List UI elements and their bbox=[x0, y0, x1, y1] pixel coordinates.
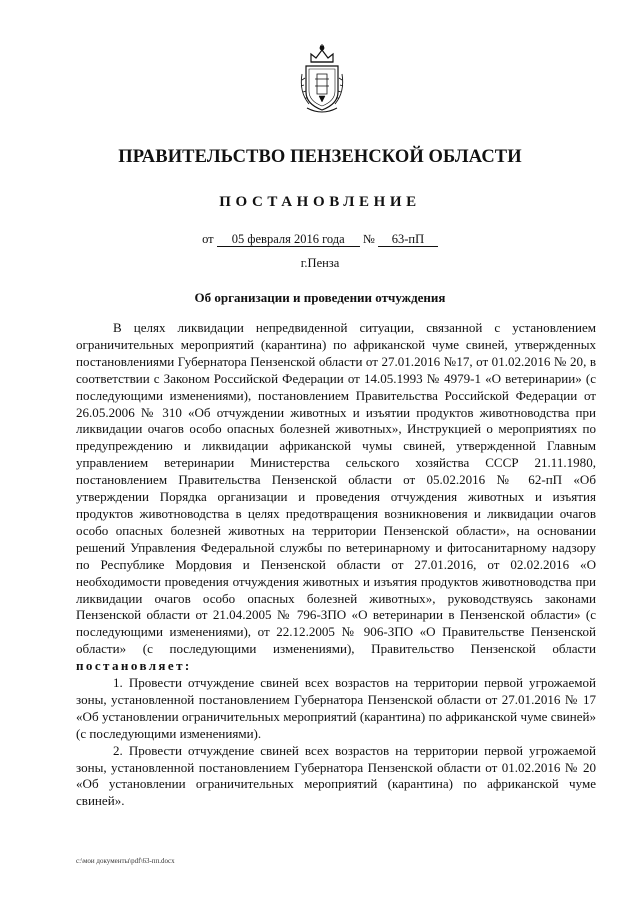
number-sign: № bbox=[362, 232, 375, 246]
document-subject: Об организации и проведении отчуждения bbox=[194, 290, 446, 305]
government-title: ПРАВИТЕЛЬСТВО ПЕНЗЕНСКОЙ ОБЛАСТИ bbox=[118, 147, 522, 167]
preamble-text: В целях ликвидации непредвиденной ситуации, связанной с установлением ограничительных мероприятий (карантина) по африканской чуме свиней, утвержденных постановлениями Губернатора Пензенской области от 27.01.2016 №17, от 01.02.2016 № 20, в соответствии с Законом Российской Федерации от 14.05.1993 № 4979-1 «О ветеринарии» (с последующими изменениями), постановлением Правительства Российской Федерации от 26.05.2006 № 310 «Об отчуждении животных и изъятии продуктов животноводства при ликвидации очагов особо опасных болезней животных», Инструкцией о мероприятиях по предупреждению и ликвидации африканской чумы свиней, утвержденной Главным управлением ветеринарии Министерства сельского хозяйства СССР 21.11.1980, постановлением Правительства Пензенской области от 05.02.2016 № 62-пП «Об утверждении Порядка организации и проведения отчуждения животных и изъятия продуктов животноводства в целях предотвращения возникновения и ликвидации очагов особо опасных болезней животных на территории Пензенской области», на основании решений Управления Федеральной службы по ветеринарному и фитосанитарному надзору по Республике Мордовия и Пензенской области от 27.01.2016, от 02.02.2016 «О необходимости проведения отчуждения животных и изъятия продуктов животноводства при ликвидации очагов особо опасных болезней животных», руководствуясь законами Пензенской области от 21.04.2005 № 796-ЗПО «О ветеринарии в Пензенской области» (с последующими изменениями), от 22.12.2005 № 906-ЗПО «О Правительстве Пензенской области» (с последующими изменениями), Правительство Пензенской области bbox=[76, 320, 596, 657]
city: г.Пенза bbox=[300, 256, 340, 270]
preamble-paragraph bbox=[76, 320, 596, 675]
clause-1: 1. Провести отчуждение свиней всех возрастов на территории первой угрожаемой зоны, установленной постановлением Губернатора Пензенской области от 27.01.2016 № 17 «Об установлении ограничительных мероприятий (карантина) по африканской чуме свиней» (с последующими изменениями). bbox=[76, 675, 596, 741]
document-body bbox=[76, 320, 596, 810]
document-number: 63-пП bbox=[378, 232, 438, 247]
coat-of-arms-icon bbox=[297, 44, 347, 116]
resolves-word: постановляет: bbox=[76, 658, 192, 674]
date-prefix: от bbox=[202, 232, 214, 246]
date-number-line bbox=[0, 232, 640, 247]
document-type: ПОСТАНОВЛЕНИЕ bbox=[219, 194, 421, 210]
clause-2: 2. Провести отчуждение свиней всех возрастов на территории первой угрожаемой зоны, установленной постановлением Губернатора Пензенской области от 01.02.2016 № 20 «Об установлении ограничительных мероприятий (карантина) по африканской чуме свиней». bbox=[76, 742, 596, 809]
document-date: 05 февраля 2016 года bbox=[217, 232, 360, 247]
file-path-footer: c:\мои документы\pdf\63-пп.docx bbox=[76, 857, 175, 865]
